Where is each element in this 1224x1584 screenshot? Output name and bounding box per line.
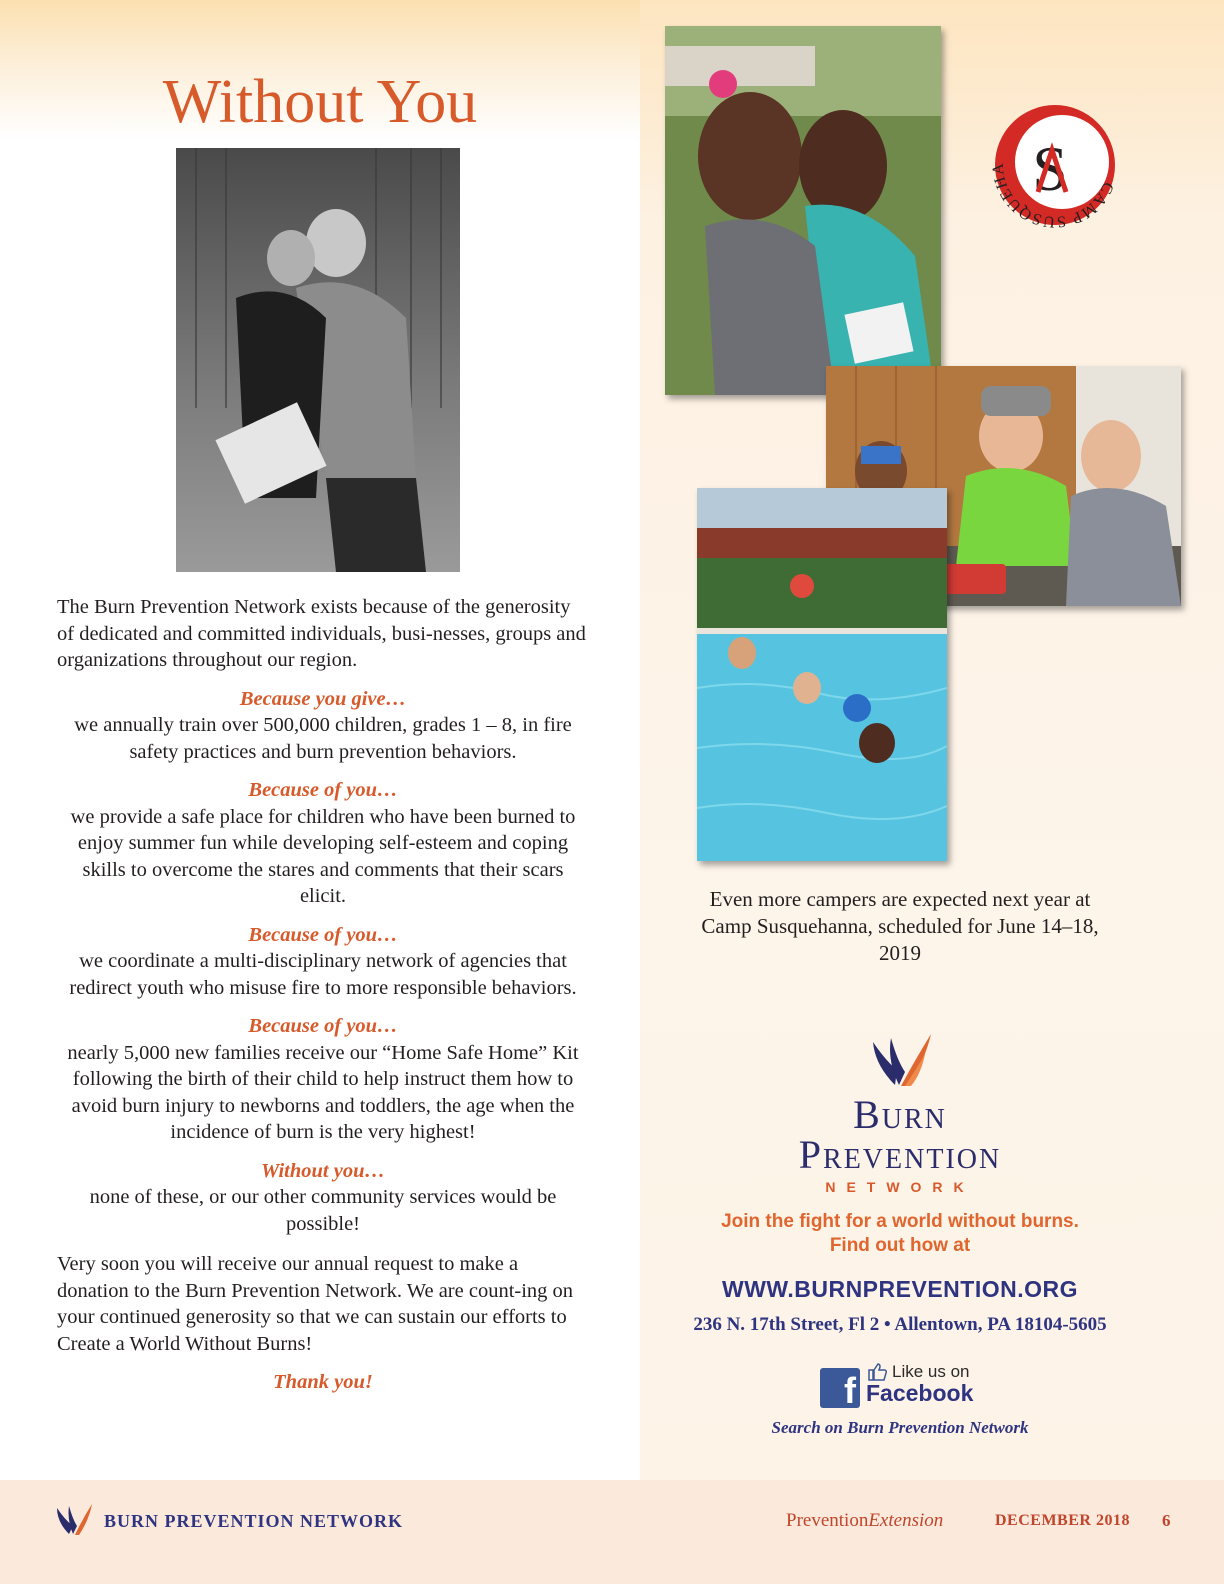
footer-publication <box>786 1510 943 1532</box>
logo-line-2: Prevention <box>798 1132 1002 1177</box>
without-text: none of these, or our other community services would be possible! <box>89 1186 557 1235</box>
facebook-like-text: Like us on <box>892 1362 970 1381</box>
thumbs-up-icon <box>868 1362 888 1382</box>
without-you-block <box>57 1158 589 1238</box>
bpn-logo <box>760 1030 1040 1195</box>
logo-line-1: Burn <box>853 1092 947 1137</box>
address: 236 N. 17th Street, Fl 2 • Allentown, PA 18104-5605 <box>693 1314 1107 1335</box>
because-heading: Because you give… <box>239 687 407 710</box>
body-text <box>57 594 589 1396</box>
pool-photo <box>697 488 947 861</box>
footer-date: DECEMBER 2018 <box>995 1512 1130 1529</box>
page-number: 6 <box>1162 1511 1171 1530</box>
because-block-3 <box>57 922 589 1002</box>
closing-paragraph: Very soon you will receive our annual request to make a donation to the Burn Prevention Network. We are count-ing on your continued generosity so that we can sustain our efforts to Create a World Without Burns! <box>57 1253 574 1355</box>
footer-pub-b: Extension <box>868 1510 944 1531</box>
facebook-name: Facebook <box>866 1380 974 1406</box>
girls-photo <box>665 26 941 395</box>
because-block-4 <box>57 1013 589 1146</box>
footer-org-name: BURN PREVENTION NETWORK <box>104 1511 404 1531</box>
facebook-icon: f <box>820 1368 860 1408</box>
flame-wing-icon <box>865 1030 935 1090</box>
because-text: we coordinate a multi-disciplinary network of agencies that redirect youth who misuse fire to more responsible behaviors. <box>69 950 577 999</box>
facebook-badge[interactable] <box>820 1362 980 1411</box>
because-block-1 <box>57 686 589 766</box>
because-block-2 <box>57 777 589 910</box>
camp-logo-initial: S <box>1032 133 1068 204</box>
camp-caption: Even more campers are expected next year at Camp Susquehanna, scheduled for June 14–18, 2019 <box>701 887 1099 965</box>
footer-logo-icon <box>55 1502 93 1536</box>
join-text: Join the fight for a world without burns. Find out how at <box>721 1211 1079 1256</box>
page-title: Without You <box>162 68 478 136</box>
intro-paragraph: The Burn Prevention Network exists because of the generosity of dedicated and committed individuals, busi-nesses, groups and organizations throughout our region. <box>57 596 586 671</box>
because-text: nearly 5,000 new families receive our “Home Safe Home” Kit following the birth of their child to help instruct them how to avoid burn injury to newborns and toddlers, the age when the incidence of burn is the very highest! <box>67 1041 579 1143</box>
because-heading: Because of you… <box>248 1015 398 1037</box>
thank-you: Thank you! <box>273 1371 373 1393</box>
because-heading: Because of you… <box>248 923 398 946</box>
hug-photo <box>176 148 460 572</box>
because-text: we provide a safe place for children who have been burned to enjoy summer fun while developing self-esteem and coping skills to overcome the stares and comments that their scars elicit. <box>70 805 576 907</box>
camp-susquehanna-logo <box>990 100 1120 230</box>
camp-logo-text: CAMP SUSQUEHA <box>990 161 1117 230</box>
website-link[interactable]: WWW.BURNPREVENTION.ORG <box>722 1276 1078 1302</box>
because-text: we annually train over 500,000 children, grades 1 – 8, in fire safety practices and burn prevention behaviors. <box>74 714 572 763</box>
footer-band <box>0 1480 1224 1584</box>
logo-line-3: NETWORK <box>825 1179 975 1195</box>
because-heading: Because of you… <box>248 779 398 801</box>
without-heading: Without you… <box>261 1159 385 1182</box>
footer-pub-a: Prevention <box>786 1510 869 1531</box>
search-facebook-text: Search on Burn Prevention Network <box>771 1418 1029 1437</box>
